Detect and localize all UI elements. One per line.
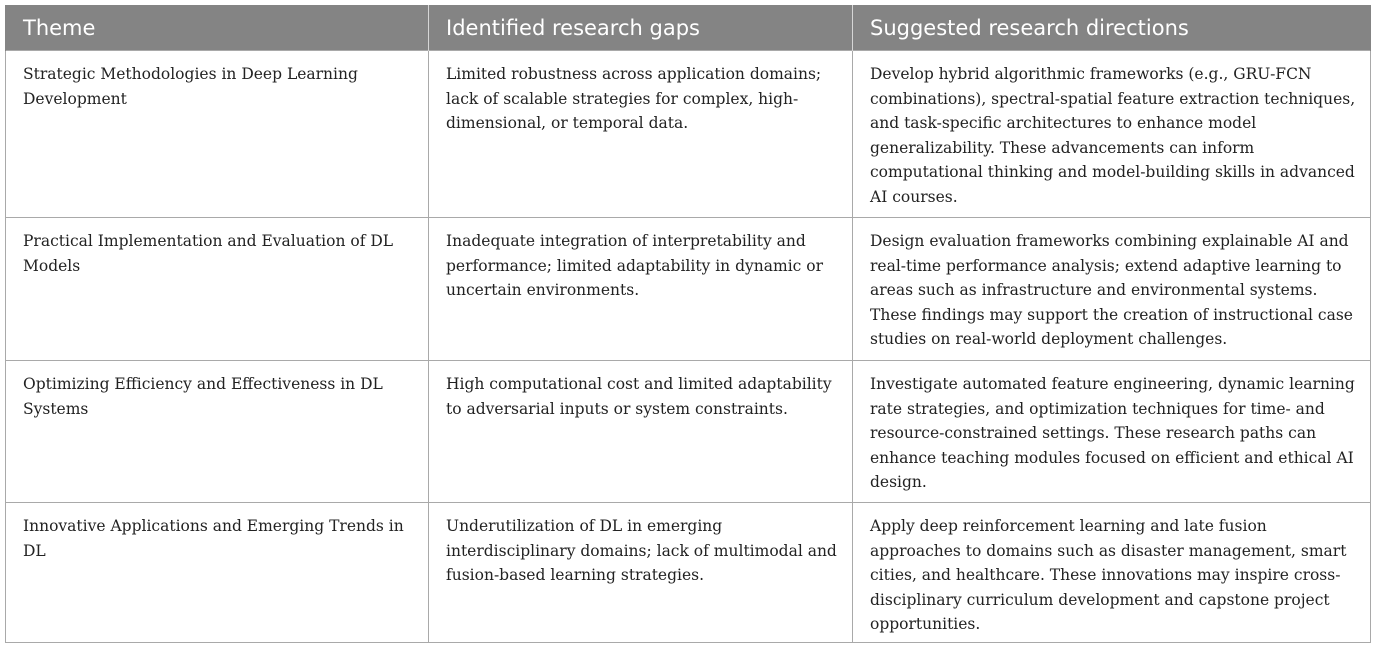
table-body	[6, 51, 1371, 643]
header-suggested-research-directions: Suggested research directions	[853, 5, 1371, 51]
theme-cell: Innovative Applications and Emerging Trends in DL	[6, 503, 429, 643]
table-row	[6, 503, 1371, 643]
directions-cell: Apply deep reinforcement learning and late fusion approaches to domains such as disaster management, smart cities, and healthcare. These innovations may inspire cross-disciplinary curriculum development and capstone project opportunities.	[853, 503, 1371, 643]
table-row	[6, 218, 1371, 361]
research-gaps-table	[5, 5, 1371, 643]
table-header	[6, 5, 1371, 51]
header-identified-research-gaps: Identified research gaps	[429, 5, 853, 51]
header-theme: Theme	[6, 5, 429, 51]
directions-cell: Design evaluation frameworks combining explainable AI and real-time performance analysis; extend adaptive learning to areas such as infrastructure and environmental systems. These findings may support the creation of instructional case studies on real-world deployment challenges.	[853, 218, 1371, 361]
gaps-cell: Inadequate integration of interpretability and performance; limited adaptability in dynamic or uncertain environments.	[429, 218, 853, 361]
table-row	[6, 361, 1371, 503]
directions-cell: Develop hybrid algorithmic frameworks (e.g., GRU-FCN combinations), spectral-spatial feature extraction techniques, and task-specific architectures to enhance model generalizability. These advancements can inform computational thinking and model-building skills in advanced AI courses.	[853, 51, 1371, 218]
gaps-cell: Underutilization of DL in emerging interdisciplinary domains; lack of multimodal and fusion-based learning strategies.	[429, 503, 853, 643]
theme-cell: Strategic Methodologies in Deep Learning Development	[6, 51, 429, 218]
gaps-cell: High computational cost and limited adaptability to adversarial inputs or system constraints.	[429, 361, 853, 503]
table-row	[6, 51, 1371, 218]
header-row	[6, 5, 1371, 51]
theme-cell: Optimizing Efficiency and Effectiveness in DL Systems	[6, 361, 429, 503]
gaps-cell: Limited robustness across application domains; lack of scalable strategies for complex, high-dimensional, or temporal data.	[429, 51, 853, 218]
directions-cell: Investigate automated feature engineering, dynamic learning rate strategies, and optimization techniques for time- and resource-constrained settings. These research paths can enhance teaching modules focused on efficient and ethical AI design.	[853, 361, 1371, 503]
theme-cell: Practical Implementation and Evaluation of DL Models	[6, 218, 429, 361]
